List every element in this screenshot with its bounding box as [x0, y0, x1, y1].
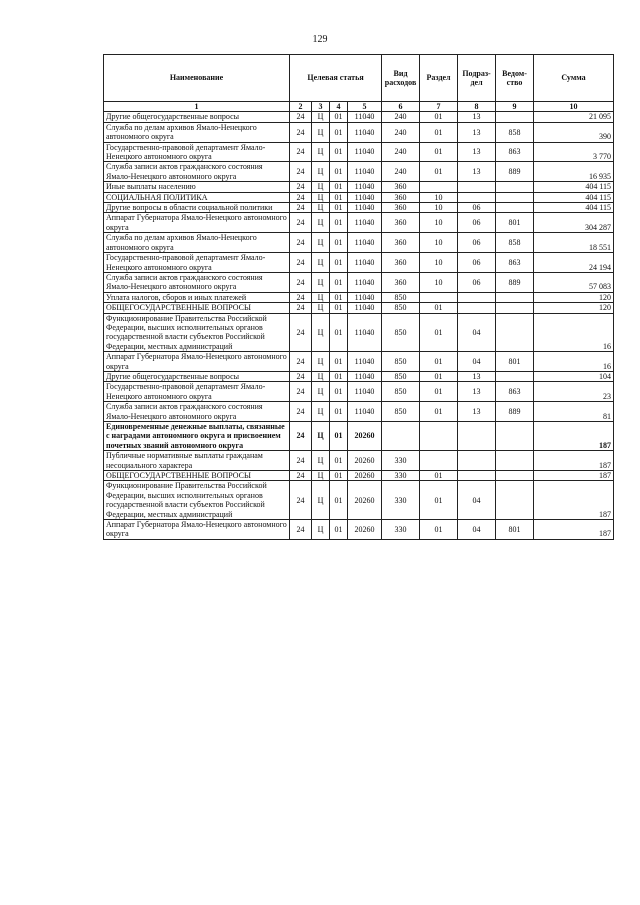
target-article-part1: 24: [290, 233, 312, 253]
target-article-part2: Ц: [312, 112, 330, 122]
table-row: [104, 142, 614, 162]
table-row: [104, 213, 614, 233]
department-cell: [496, 112, 534, 122]
table-row: [104, 162, 614, 182]
subsection-cell: 04: [458, 352, 496, 372]
target-article-part2: Ц: [312, 253, 330, 273]
table-row: [104, 481, 614, 520]
subsection-cell: [458, 292, 496, 302]
target-article-part3: 01: [330, 422, 348, 451]
subsection-cell: 13: [458, 371, 496, 381]
table-row: [104, 422, 614, 451]
target-article-part1: 24: [290, 182, 312, 192]
target-article-part4: 11040: [348, 122, 382, 142]
table-row: [104, 352, 614, 372]
section-cell: 10: [420, 213, 458, 233]
expense-type-cell: 360: [382, 213, 420, 233]
column-number: 8: [458, 102, 496, 112]
subsection-cell: 04: [458, 313, 496, 352]
row-name: Служба записи актов гражданского состояния Ямало-Ненецкого автономного округа: [104, 272, 290, 292]
target-article-part1: 24: [290, 142, 312, 162]
target-article-part1: 24: [290, 192, 312, 202]
target-article-part1: 24: [290, 451, 312, 471]
department-cell: 801: [496, 520, 534, 540]
expense-type-cell: 330: [382, 451, 420, 471]
subsection-cell: 06: [458, 213, 496, 233]
section-cell: [420, 422, 458, 451]
target-article-part3: 01: [330, 382, 348, 402]
section-cell: 01: [420, 471, 458, 481]
target-article-part3: 01: [330, 142, 348, 162]
target-article-part3: 01: [330, 371, 348, 381]
department-cell: [496, 303, 534, 313]
target-article-part1: 24: [290, 402, 312, 422]
header-department: Ведом-ство: [496, 55, 534, 102]
target-article-part4: 11040: [348, 382, 382, 402]
target-article-part4: 11040: [348, 253, 382, 273]
column-number: 9: [496, 102, 534, 112]
section-cell: 10: [420, 253, 458, 273]
target-article-part2: Ц: [312, 272, 330, 292]
department-cell: [496, 313, 534, 352]
expense-type-cell: 360: [382, 192, 420, 202]
amount-cell: 24 194: [534, 253, 614, 273]
target-article-part1: 24: [290, 272, 312, 292]
amount-cell: 187: [534, 422, 614, 451]
subsection-cell: 04: [458, 520, 496, 540]
target-article-part1: 24: [290, 122, 312, 142]
target-article-part4: 11040: [348, 203, 382, 213]
amount-cell: 104: [534, 371, 614, 381]
expense-type-cell: 240: [382, 122, 420, 142]
target-article-part2: Ц: [312, 352, 330, 372]
target-article-part3: 01: [330, 520, 348, 540]
department-cell: 863: [496, 382, 534, 402]
target-article-part3: 01: [330, 272, 348, 292]
target-article-part2: Ц: [312, 303, 330, 313]
target-article-part4: 11040: [348, 233, 382, 253]
amount-cell: 16: [534, 352, 614, 372]
section-cell: 01: [420, 303, 458, 313]
department-cell: [496, 481, 534, 520]
header-row: [104, 55, 614, 102]
header-section: Раздел: [420, 55, 458, 102]
target-article-part3: 01: [330, 352, 348, 372]
row-name: Аппарат Губернатора Ямало-Ненецкого автономного округа: [104, 520, 290, 540]
amount-cell: 23: [534, 382, 614, 402]
column-number: 5: [348, 102, 382, 112]
expense-type-cell: 850: [382, 382, 420, 402]
target-article-part3: 01: [330, 313, 348, 352]
department-cell: [496, 292, 534, 302]
department-cell: 801: [496, 213, 534, 233]
expense-type-cell: 850: [382, 292, 420, 302]
row-name: Государственно-правовой департамент Ямало-Ненецкого автономного округа: [104, 253, 290, 273]
target-article-part2: Ц: [312, 313, 330, 352]
department-cell: [496, 182, 534, 192]
target-article-part4: 11040: [348, 352, 382, 372]
target-article-part3: 01: [330, 213, 348, 233]
column-number: 6: [382, 102, 420, 112]
target-article-part2: Ц: [312, 451, 330, 471]
expense-type-cell: 850: [382, 352, 420, 372]
target-article-part3: 01: [330, 203, 348, 213]
target-article-part2: Ц: [312, 233, 330, 253]
target-article-part1: 24: [290, 352, 312, 372]
row-name: СОЦИАЛЬНАЯ ПОЛИТИКА: [104, 192, 290, 202]
expense-type-cell: 850: [382, 313, 420, 352]
target-article-part2: Ц: [312, 292, 330, 302]
column-number: 2: [290, 102, 312, 112]
section-cell: 01: [420, 122, 458, 142]
target-article-part3: 01: [330, 481, 348, 520]
department-cell: 801: [496, 352, 534, 372]
expense-type-cell: 330: [382, 520, 420, 540]
column-number: 4: [330, 102, 348, 112]
target-article-part1: 24: [290, 162, 312, 182]
target-article-part4: 11040: [348, 371, 382, 381]
header-expense-type: Вид расходов: [382, 55, 420, 102]
target-article-part2: Ц: [312, 481, 330, 520]
target-article-part1: 24: [290, 371, 312, 381]
table-row: [104, 272, 614, 292]
expense-type-cell: 360: [382, 182, 420, 192]
target-article-part1: 24: [290, 203, 312, 213]
row-name: Служба записи актов гражданского состояния Ямало-Ненецкого автономного округа: [104, 162, 290, 182]
target-article-part2: Ц: [312, 520, 330, 540]
table-row: [104, 313, 614, 352]
amount-cell: 18 551: [534, 233, 614, 253]
department-cell: [496, 471, 534, 481]
department-cell: [496, 422, 534, 451]
department-cell: 858: [496, 233, 534, 253]
amount-cell: 57 083: [534, 272, 614, 292]
expense-type-cell: 360: [382, 233, 420, 253]
section-cell: 01: [420, 382, 458, 402]
section-cell: 01: [420, 142, 458, 162]
amount-cell: 21 095: [534, 112, 614, 122]
subsection-cell: 06: [458, 272, 496, 292]
row-name: Аппарат Губернатора Ямало-Ненецкого автономного округа: [104, 213, 290, 233]
target-article-part3: 01: [330, 233, 348, 253]
target-article-part4: 11040: [348, 162, 382, 182]
section-cell: [420, 451, 458, 471]
department-cell: 863: [496, 142, 534, 162]
subsection-cell: 06: [458, 233, 496, 253]
target-article-part3: 01: [330, 292, 348, 302]
column-number: 7: [420, 102, 458, 112]
expense-type-cell: 360: [382, 203, 420, 213]
amount-cell: 304 287: [534, 213, 614, 233]
target-article-part3: 01: [330, 112, 348, 122]
department-cell: [496, 203, 534, 213]
section-cell: 10: [420, 203, 458, 213]
section-cell: 01: [420, 481, 458, 520]
target-article-part1: 24: [290, 303, 312, 313]
header-target-article: Целевая статья: [290, 55, 382, 102]
target-article-part4: 11040: [348, 192, 382, 202]
subsection-cell: 13: [458, 402, 496, 422]
table-row: [104, 192, 614, 202]
target-article-part1: 24: [290, 481, 312, 520]
subsection-cell: [458, 303, 496, 313]
expense-type-cell: 240: [382, 162, 420, 182]
column-number-row: [104, 102, 614, 112]
table-row: [104, 233, 614, 253]
target-article-part4: 20260: [348, 520, 382, 540]
table-row: [104, 122, 614, 142]
amount-cell: 187: [534, 520, 614, 540]
department-cell: [496, 192, 534, 202]
section-cell: 01: [420, 313, 458, 352]
section-cell: 01: [420, 371, 458, 381]
target-article-part4: 11040: [348, 272, 382, 292]
subsection-cell: 06: [458, 203, 496, 213]
target-article-part3: 01: [330, 182, 348, 192]
row-name: Единовременные денежные выплаты, связанные с наградами автономного округа и присвоением почетных званий автономного округа: [104, 422, 290, 451]
target-article-part2: Ц: [312, 213, 330, 233]
target-article-part1: 24: [290, 213, 312, 233]
section-cell: [420, 182, 458, 192]
section-cell: 01: [420, 402, 458, 422]
row-name: ОБЩЕГОСУДАРСТВЕННЫЕ ВОПРОСЫ: [104, 471, 290, 481]
row-name: Другие общегосударственные вопросы: [104, 371, 290, 381]
target-article-part2: Ц: [312, 162, 330, 182]
target-article-part2: Ц: [312, 471, 330, 481]
target-article-part4: 20260: [348, 481, 382, 520]
expense-type-cell: 360: [382, 272, 420, 292]
column-number: 10: [534, 102, 614, 112]
subsection-cell: [458, 182, 496, 192]
amount-cell: 120: [534, 303, 614, 313]
table-row: [104, 203, 614, 213]
amount-cell: 16: [534, 313, 614, 352]
subsection-cell: 04: [458, 481, 496, 520]
target-article-part3: 01: [330, 253, 348, 273]
target-article-part4: 11040: [348, 313, 382, 352]
target-article-part2: Ц: [312, 422, 330, 451]
table-row: [104, 292, 614, 302]
section-cell: 10: [420, 192, 458, 202]
department-cell: 889: [496, 402, 534, 422]
amount-cell: 390: [534, 122, 614, 142]
row-name: Государственно-правовой департамент Ямало-Ненецкого автономного округа: [104, 142, 290, 162]
department-cell: [496, 451, 534, 471]
target-article-part4: 20260: [348, 451, 382, 471]
amount-cell: 404 115: [534, 192, 614, 202]
subsection-cell: 13: [458, 382, 496, 402]
target-article-part2: Ц: [312, 142, 330, 162]
target-article-part2: Ц: [312, 382, 330, 402]
target-article-part3: 01: [330, 471, 348, 481]
target-article-part4: 11040: [348, 112, 382, 122]
expense-type-cell: [382, 422, 420, 451]
target-article-part4: 11040: [348, 303, 382, 313]
target-article-part1: 24: [290, 112, 312, 122]
subsection-cell: [458, 192, 496, 202]
header-name: Наименование: [104, 55, 290, 102]
section-cell: 01: [420, 352, 458, 372]
target-article-part4: 11040: [348, 213, 382, 233]
target-article-part4: 11040: [348, 142, 382, 162]
target-article-part1: 24: [290, 520, 312, 540]
target-article-part1: 24: [290, 382, 312, 402]
section-cell: 01: [420, 112, 458, 122]
subsection-cell: [458, 422, 496, 451]
amount-cell: 120: [534, 292, 614, 302]
amount-cell: 16 935: [534, 162, 614, 182]
amount-cell: 187: [534, 451, 614, 471]
row-name: Аппарат Губернатора Ямало-Ненецкого автономного округа: [104, 352, 290, 372]
subsection-cell: 06: [458, 253, 496, 273]
row-name: Другие общегосударственные вопросы: [104, 112, 290, 122]
amount-cell: 3 770: [534, 142, 614, 162]
table-row: [104, 451, 614, 471]
row-name: Служба записи актов гражданского состояния Ямало-Ненецкого автономного округа: [104, 402, 290, 422]
department-cell: 889: [496, 272, 534, 292]
table-row: [104, 382, 614, 402]
target-article-part2: Ц: [312, 192, 330, 202]
target-article-part1: 24: [290, 313, 312, 352]
row-name: Государственно-правовой департамент Ямало-Ненецкого автономного округа: [104, 382, 290, 402]
table-row: [104, 303, 614, 313]
table-body: [104, 112, 614, 539]
target-article-part3: 01: [330, 451, 348, 471]
expense-type-cell: 240: [382, 112, 420, 122]
header-amount: Сумма: [534, 55, 614, 102]
target-article-part4: 11040: [348, 182, 382, 192]
target-article-part2: Ц: [312, 402, 330, 422]
row-name: ОБЩЕГОСУДАРСТВЕННЫЕ ВОПРОСЫ: [104, 303, 290, 313]
row-name: Уплата налогов, сборов и иных платежей: [104, 292, 290, 302]
table-row: [104, 471, 614, 481]
department-cell: 858: [496, 122, 534, 142]
target-article-part2: Ц: [312, 203, 330, 213]
subsection-cell: [458, 451, 496, 471]
row-name: Функционирование Правительства Российской Федерации, высших исполнительных органов государственной власти субъектов Российской Федерации, местных администраций: [104, 481, 290, 520]
row-name: Функционирование Правительства Российской Федерации, высших исполнительных органов государственной власти субъектов Российской Федерации, местных администраций: [104, 313, 290, 352]
row-name: Публичные нормативные выплаты гражданам несоциального характера: [104, 451, 290, 471]
amount-cell: 404 115: [534, 182, 614, 192]
column-number: 1: [104, 102, 290, 112]
target-article-part1: 24: [290, 422, 312, 451]
target-article-part4: 20260: [348, 471, 382, 481]
section-cell: 10: [420, 233, 458, 253]
subsection-cell: 13: [458, 122, 496, 142]
target-article-part1: 24: [290, 253, 312, 273]
department-cell: [496, 371, 534, 381]
row-name: Служба по делам архивов Ямало-Ненецкого автономного округа: [104, 233, 290, 253]
target-article-part4: 11040: [348, 292, 382, 302]
row-name: Иные выплаты населению: [104, 182, 290, 192]
section-cell: [420, 292, 458, 302]
section-cell: 01: [420, 520, 458, 540]
target-article-part4: 11040: [348, 402, 382, 422]
target-article-part1: 24: [290, 292, 312, 302]
target-article-part3: 01: [330, 192, 348, 202]
amount-cell: 404 115: [534, 203, 614, 213]
table-row: [104, 402, 614, 422]
target-article-part3: 01: [330, 162, 348, 182]
target-article-part1: 24: [290, 471, 312, 481]
table-row: [104, 371, 614, 381]
expense-type-cell: 850: [382, 303, 420, 313]
row-name: Служба по делам архивов Ямало-Ненецкого автономного округа: [104, 122, 290, 142]
target-article-part4: 20260: [348, 422, 382, 451]
amount-cell: 187: [534, 471, 614, 481]
target-article-part2: Ц: [312, 122, 330, 142]
expense-type-cell: 240: [382, 142, 420, 162]
budget-table: [103, 54, 614, 540]
row-name: Другие вопросы в области социальной политики: [104, 203, 290, 213]
page-number: 129: [312, 34, 328, 45]
header-subsection: Подраз-дел: [458, 55, 496, 102]
amount-cell: 81: [534, 402, 614, 422]
target-article-part3: 01: [330, 303, 348, 313]
subsection-cell: 13: [458, 142, 496, 162]
table-row: [104, 520, 614, 540]
department-cell: 863: [496, 253, 534, 273]
target-article-part3: 01: [330, 122, 348, 142]
expense-type-cell: 330: [382, 471, 420, 481]
subsection-cell: 13: [458, 162, 496, 182]
table-row: [104, 253, 614, 273]
department-cell: 889: [496, 162, 534, 182]
column-number: 3: [312, 102, 330, 112]
expense-type-cell: 850: [382, 371, 420, 381]
target-article-part2: Ц: [312, 182, 330, 192]
table-row: [104, 182, 614, 192]
subsection-cell: 13: [458, 112, 496, 122]
target-article-part3: 01: [330, 402, 348, 422]
amount-cell: 187: [534, 481, 614, 520]
table-row: [104, 112, 614, 122]
expense-type-cell: 850: [382, 402, 420, 422]
target-article-part2: Ц: [312, 371, 330, 381]
section-cell: 10: [420, 272, 458, 292]
section-cell: 01: [420, 162, 458, 182]
expense-type-cell: 360: [382, 253, 420, 273]
subsection-cell: [458, 471, 496, 481]
expense-type-cell: 330: [382, 481, 420, 520]
